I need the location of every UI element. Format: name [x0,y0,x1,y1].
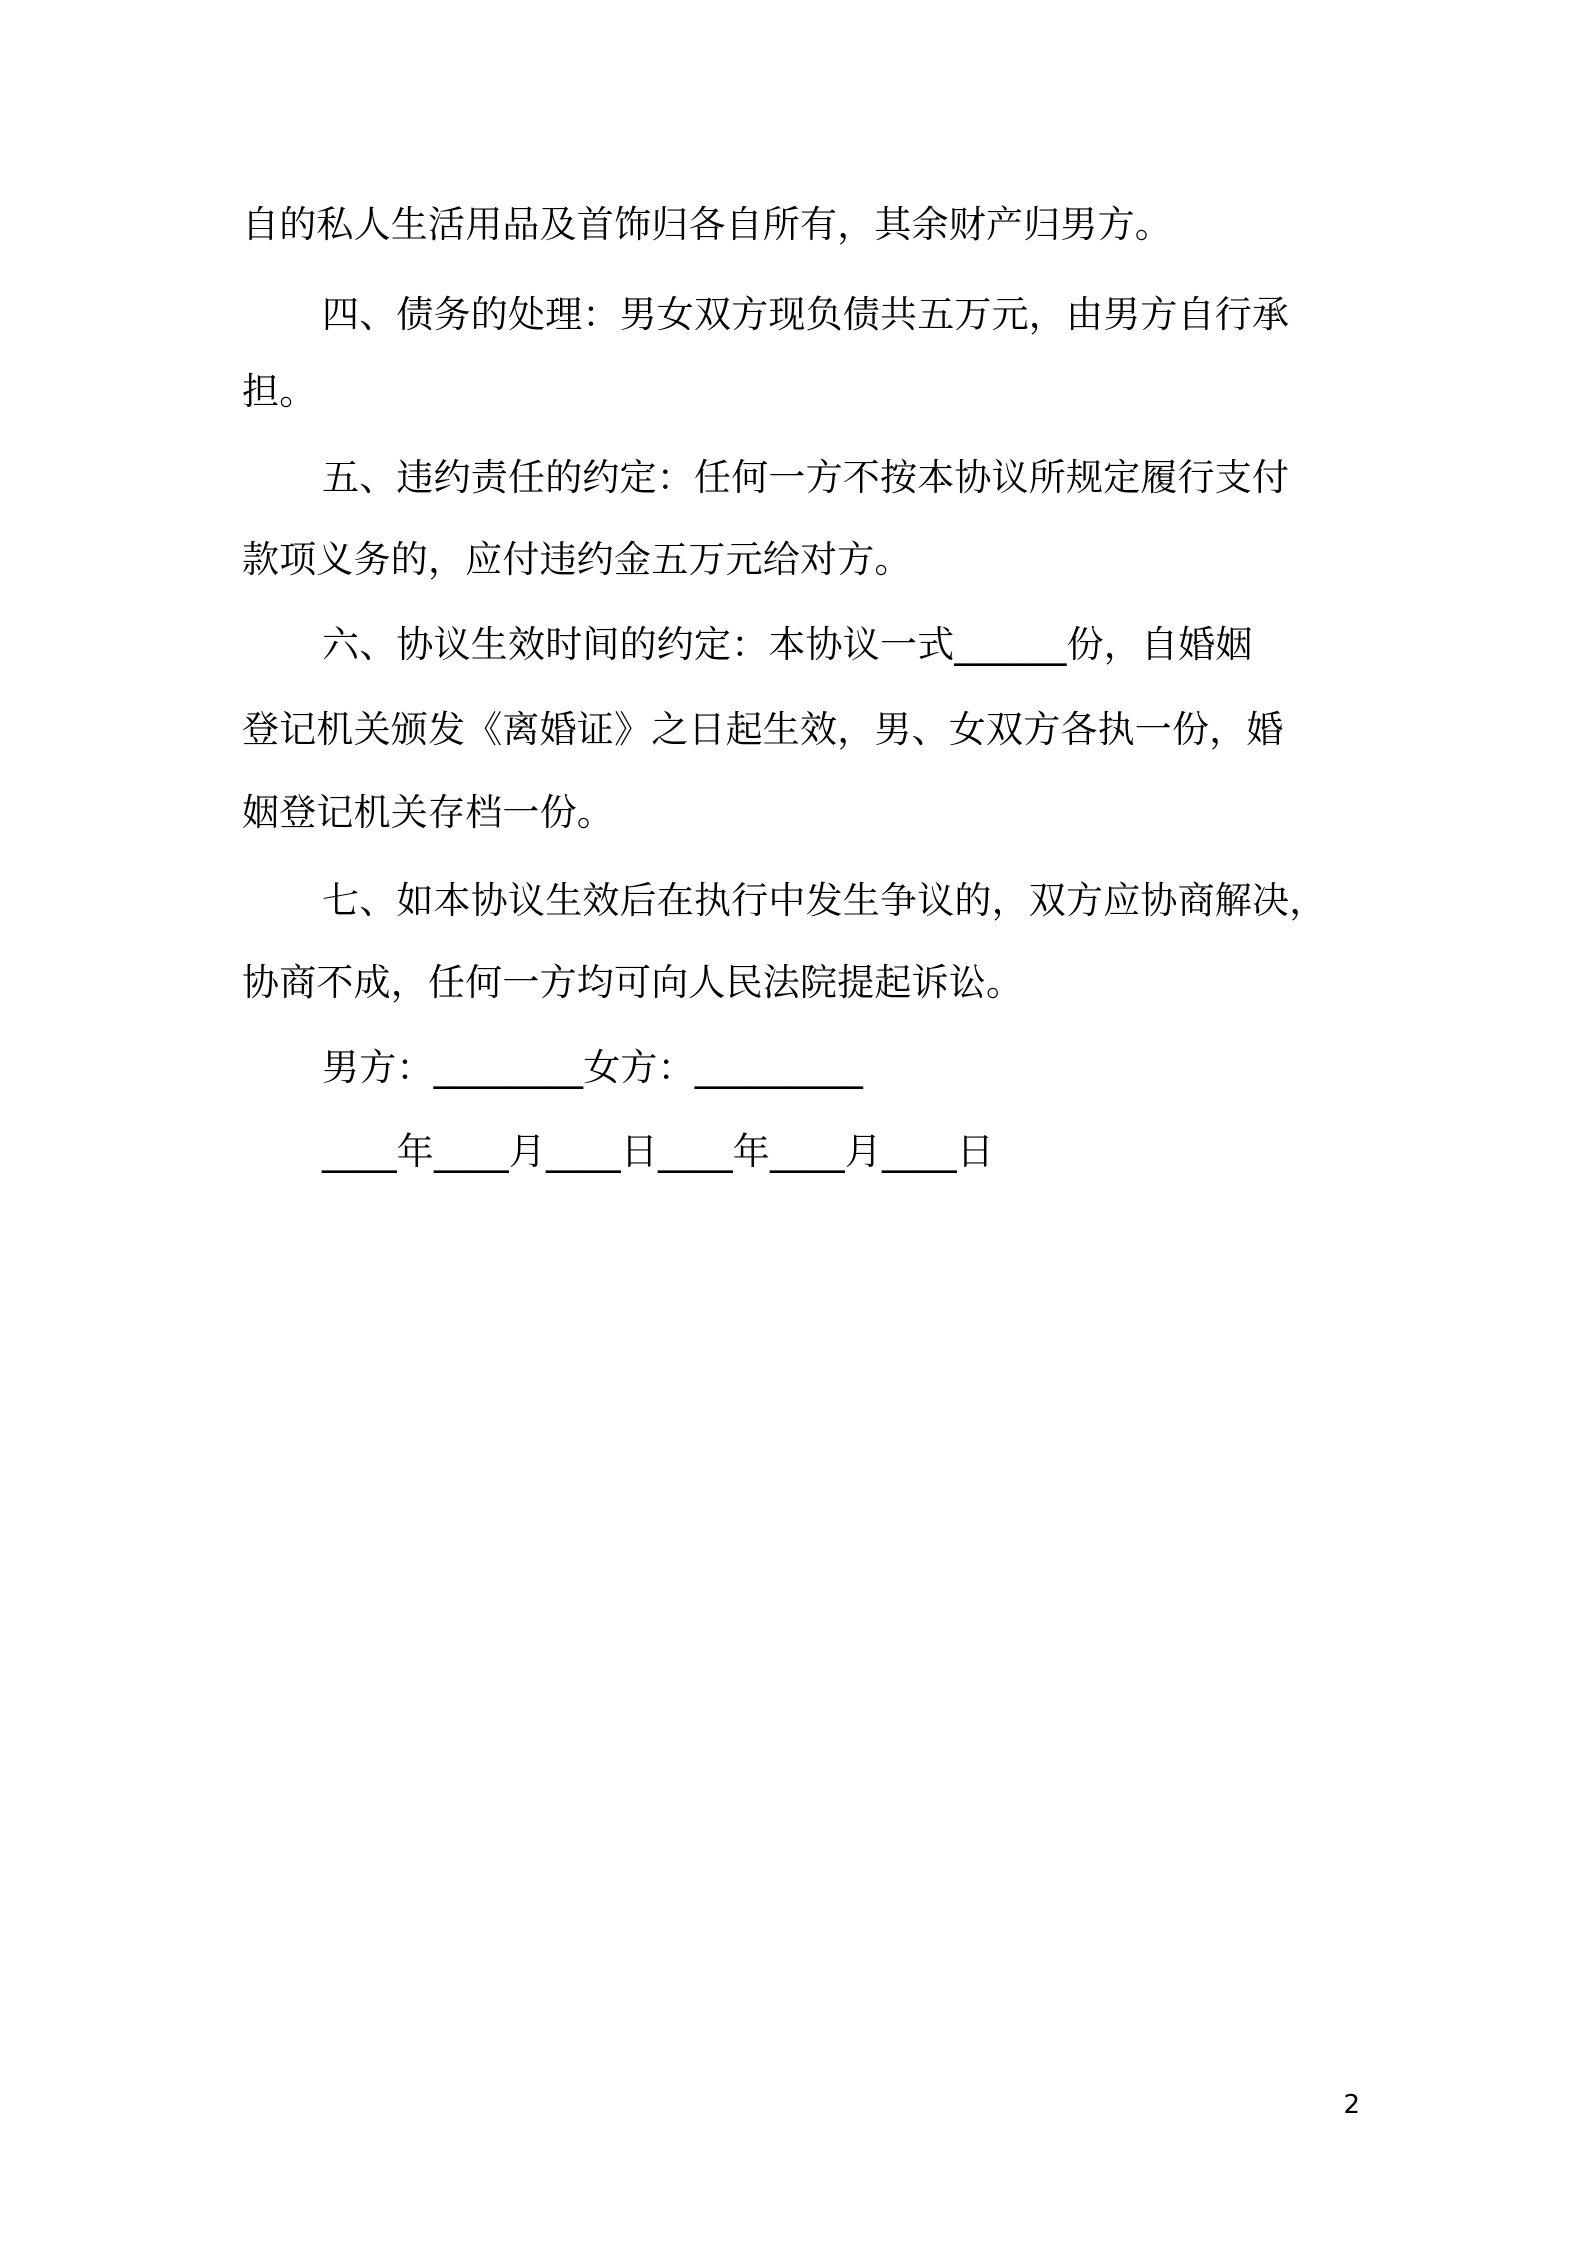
clause-4-line-1: 四、债务的处理：男女双方现负债共五万元，由男方自行承 [322,293,1290,336]
clause-7-line-1: 七、如本协议生效后在执行中发生争议的，双方应协商解决， [322,879,1327,922]
clause-7-line-2: 协商不成，任何一方均可向人民法院提起诉讼。 [242,961,1024,1004]
clause-6-line-2: 登记机关颁发《离婚证》之日起生效，男、女双方各执一份，婚 [242,708,1284,751]
clause-6-line-3: 姻登记机关存档一份。 [242,791,614,834]
page-number: 2 [1343,2090,1360,2120]
date-line: ____年____月____日____年____月____日 [322,1130,994,1173]
clause-6-line-1: 六、协议生效时间的约定：本协议一式______份，自婚姻 [322,623,1253,666]
clause-5-line-2: 款项义务的，应付违约金五万元给对方。 [242,538,912,581]
paragraph-3-continuation: 自的私人生活用品及首饰归各自所有，其余财产归男方。 [242,203,1172,246]
signature-line: 男方：________女方：_________ [322,1046,864,1089]
clause-4-line-2: 担。 [242,370,317,413]
clause-5-line-1: 五、违约责任的约定：任何一方不按本协议所规定履行支付 [322,456,1290,499]
